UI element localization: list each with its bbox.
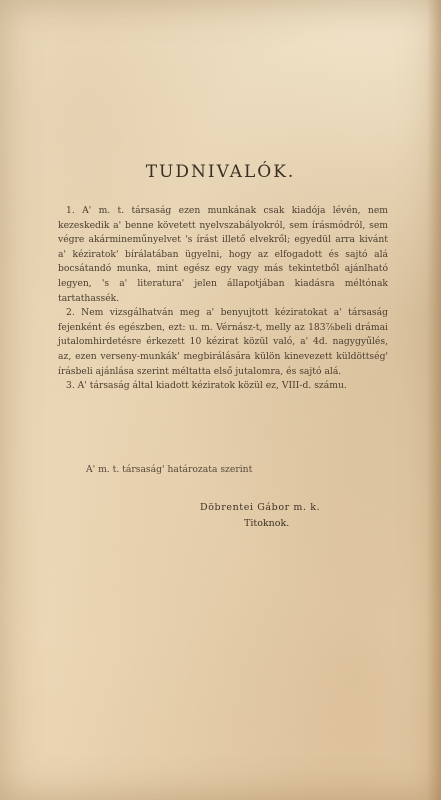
page-title: TUDNIVALÓK. bbox=[145, 162, 296, 182]
notice-paragraph-3: 3. A' társaság által kiadott kéziratok közül ez, VIII-d. számu. bbox=[66, 380, 347, 392]
signer-role: Titoknok. bbox=[244, 518, 290, 529]
resolution-line: A' m. t. társaság' határozata szerint bbox=[86, 464, 253, 475]
notice-paragraph-2: 2. Nem vizsgálhatván meg a' benyujtott kéziratokat a' társaság fejenként és egészben, ezt: u. m. Vérnász-t, melly az 183⅞beli drámai jutalomhirdetésre érkezett 10 kézirat közül való, a' 4d. nagygyűlés, az, ezen verseny-munkák' megbirálására külön kinevezett küldöttség' írásbeli ajánlása szerint méltatta első jutalomra, és sajtó alá. bbox=[58, 307, 388, 377]
notice-body bbox=[58, 204, 388, 394]
signer-name: Döbrentei Gábor m. k. bbox=[200, 502, 321, 513]
notice-paragraph-1: 1. A' m. t. társaság ezen munkának csak kiadója lévén, nem kezeskedik a' benne követett nyelvszabályokról, sem írásmódról, sem végre akármineműnyelvet 's írást illető elvekről; egyedül arra kivánt a' kéziratok' bírálatában ügyelni, hogy az elfogadott és sajtó alá bocsátandó munka, mint egész egy vagy más tekintetből ajánlható legyen, 's a' literatura' jelen állapotjában kiadásra méltónak tartathassék. bbox=[58, 205, 388, 304]
page-edge-shadow bbox=[427, 0, 441, 800]
